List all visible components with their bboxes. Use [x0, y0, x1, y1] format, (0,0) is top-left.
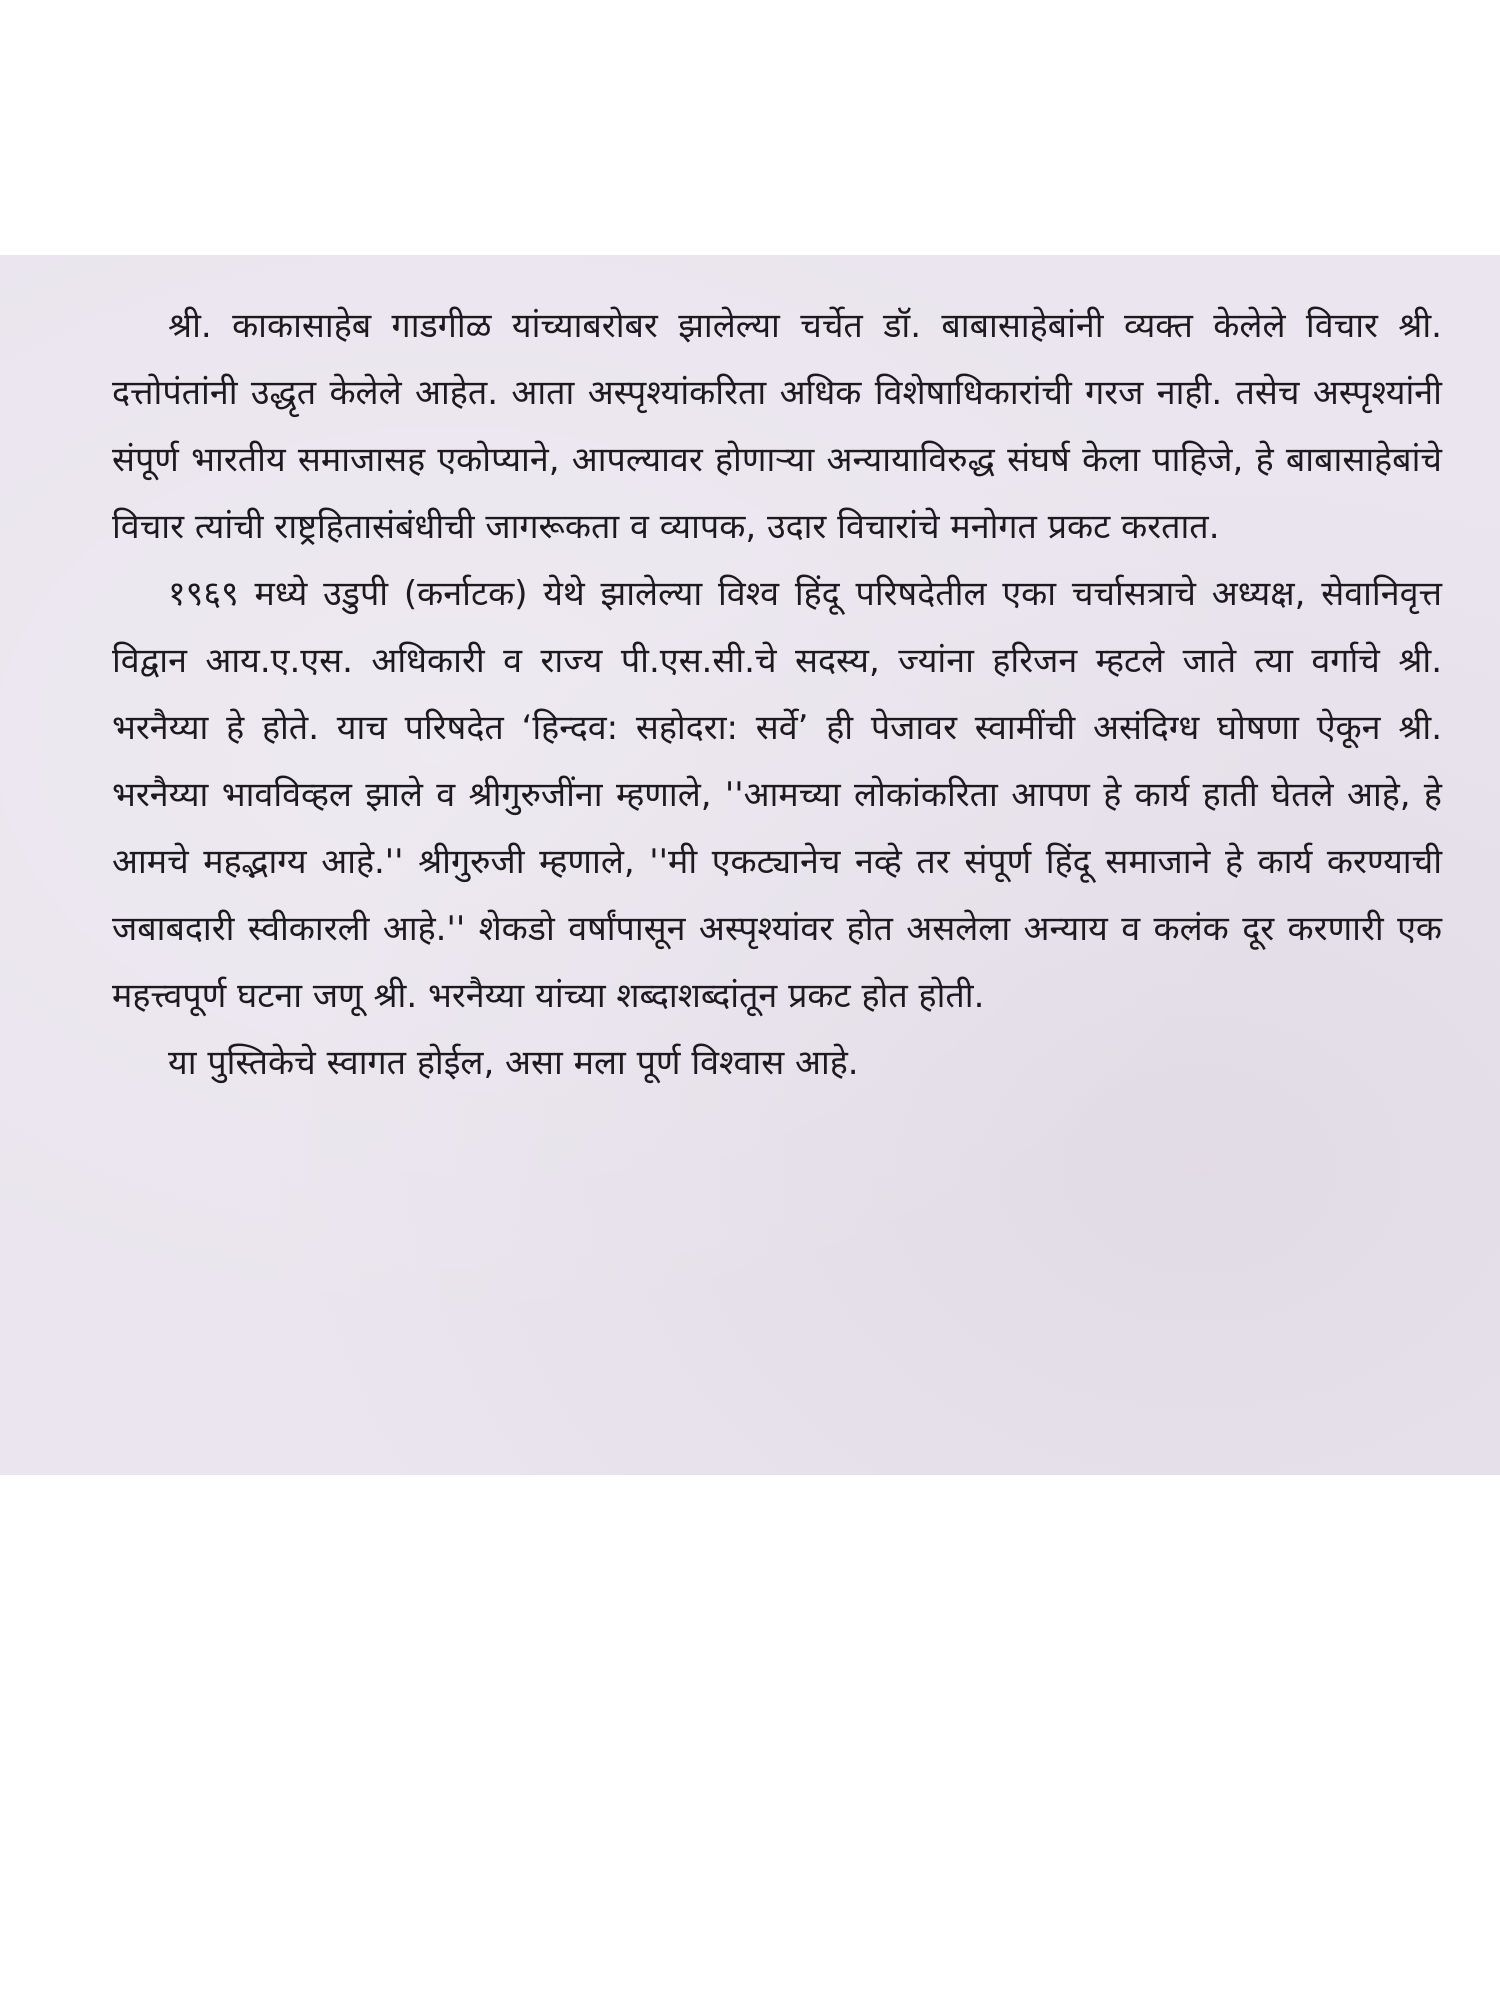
- body-text: [112, 293, 1442, 1097]
- paragraph-1: श्री. काकासाहेब गाडगीळ यांच्याबरोबर झालेल्या चर्चेत डॉ. बाबासाहेबांनी व्यक्त केलेले विचार श्री. दत्तोपंतांनी उद्धृत केलेले आहेत. आता अस्पृश्यांकरिता अधिक विशेषाधिकारांची गरज नाही. तसेच अस्पृश्यांनी संपूर्ण भारतीय समाजासह एकोप्याने, आपल्यावर होणाऱ्या अन्यायाविरुद्ध संघर्ष केला पाहिजे, हे बाबासाहेबांचे विचार त्यांची राष्ट्रहितासंबंधीची जागरूकता व व्यापक, उदार विचारांचे मनोगत प्रकट करतात.: [112, 306, 1442, 547]
- paragraph-2: १९६९ मध्ये उडुपी (कर्नाटक) येथे झालेल्या विश्व हिंदू परिषदेतील एका चर्चासत्राचे अध्यक्ष, सेवानिवृत्त विद्वान आय.ए.एस. अधिकारी व राज्य पी.एस.सी.चे सदस्य, ज्यांना हरिजन म्हटले जाते त्या वर्गाचे श्री. भरनैय्या हे होते. याच परिषदेत ‘हिन्दव: सहोदरा: सर्वे’ ही पेजावर स्वामींची असंदिग्ध घोषणा ऐकून श्री. भरनैय्या भावविव्हल झाले व श्रीगुरुजींना म्हणाले, ''आमच्या लोकांकरिता आपण हे कार्य हाती घेतले आहे, हे आमचे महद्भाग्य आहे.'' श्रीगुरुजी म्हणाले, ''मी एकट्यानेच नव्हे तर संपूर्ण हिंदू समाजाने हे कार्य करण्याची जबाबदारी स्वीकारली आहे.'' शेकडो वर्षांपासून अस्पृश्यांवर होत असलेला अन्याय व कलंक दूर करणारी एक महत्त्वपूर्ण घटना जणू श्री. भरनैय्या यांच्या शब्दाशब्दांतून प्रकट होत होती.: [112, 574, 1442, 1016]
- paragraph-3: या पुस्तिकेचे स्वागत होईल, असा मला पूर्ण विश्वास आहे.: [168, 1043, 859, 1083]
- scanned-page: [0, 255, 1500, 1475]
